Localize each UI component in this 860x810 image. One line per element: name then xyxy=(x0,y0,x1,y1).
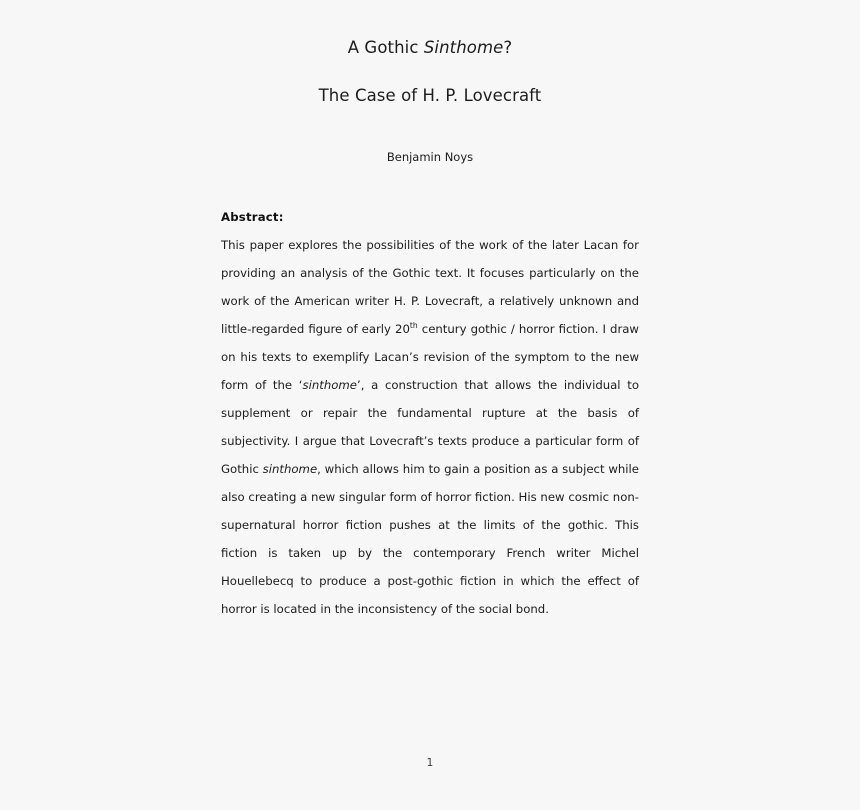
title-block xyxy=(0,34,860,110)
abstract-segment-1: This paper explores the possibilities of the work of the later Lacan for providing an analysis of the Gothic text. It focuses particularly on the work of the American writer H. P. Lovecraft, a relatively unknown and little-regarded figure of early 20 xyxy=(221,238,639,336)
page-number: 1 xyxy=(426,757,434,769)
title-prefix: A Gothic xyxy=(347,38,424,57)
abstract-heading: Abstract: xyxy=(221,210,284,224)
page-subtitle: The Case of H. P. Lovecraft xyxy=(318,86,542,105)
abstract-italic-term-2: sinthome xyxy=(262,462,318,476)
abstract-segment-3: ’, a construction that allows the individual to supplement or repair the fundamental rupture at the basis of subjectivity. I argue that Lovecraft’s texts produce a particular form of Gothic xyxy=(221,378,639,476)
title-suffix: ? xyxy=(503,38,513,57)
abstract-section xyxy=(221,203,639,623)
page-title xyxy=(0,34,860,62)
abstract-italic-term-1: sinthome xyxy=(302,378,357,392)
abstract-segment-2: century gothic / horror fiction. I draw on his texts to exemplify Lacan’s revision of the symptom to the new form of the ‘ xyxy=(221,322,639,392)
author-name: Benjamin Noys xyxy=(386,150,474,164)
abstract-segment-4: , which allows him to gain a position as a subject while also creating a new singular form of horror fiction. His new cosmic non-supernatural horror fiction pushes at the limits of the gothic. This fiction is taken up by the contemporary French writer Michel Houellebecq to produce a post-gothic fiction in which the effect of horror is located in the inconsistency of the social bond. xyxy=(221,462,639,616)
ordinal-superscript: th xyxy=(409,321,418,331)
abstract-text xyxy=(221,231,639,623)
title-italic-term: Sinthome xyxy=(423,38,504,57)
